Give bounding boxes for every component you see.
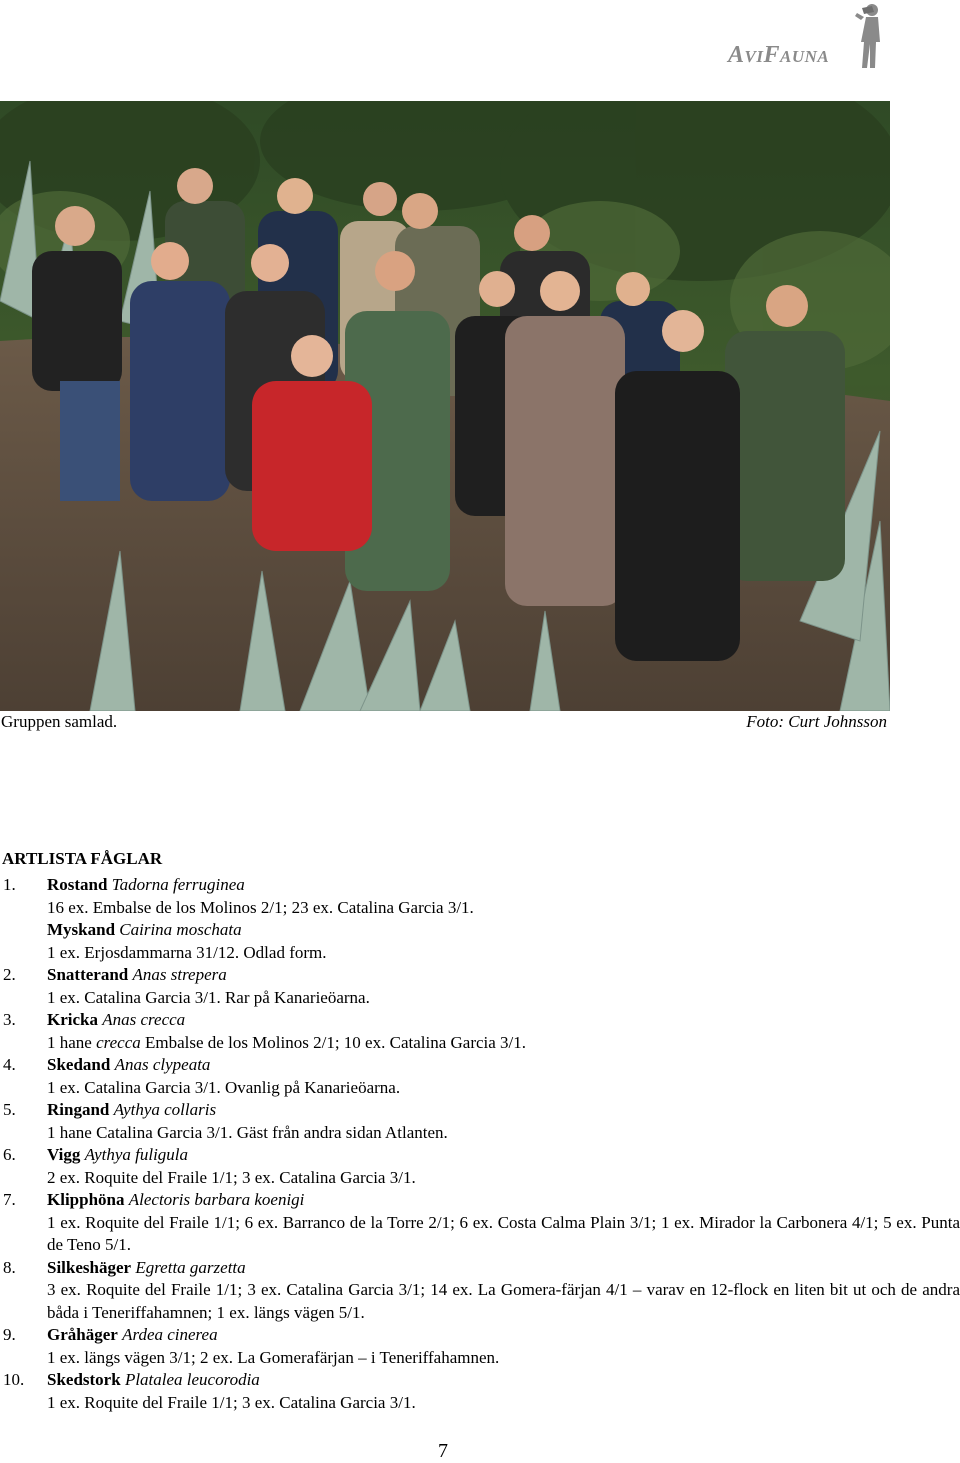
latin-name: Aythya collaris: [113, 1100, 217, 1119]
latin-name: Anas clypeata: [114, 1055, 211, 1074]
latin-name: Tadorna ferruginea: [111, 875, 245, 894]
species-note: 1 ex. längs vägen 3/1; 2 ex. La Gomerafärjan – i Teneriffahamnen.: [47, 1347, 500, 1367]
species-number: 8.: [3, 1257, 16, 1277]
species-entry: [0, 919, 960, 964]
page-number: 7: [438, 1440, 448, 1462]
species-entry: [0, 1144, 960, 1189]
species-number: 1.: [3, 875, 16, 894]
species-entry: [0, 1099, 960, 1144]
species-number: 5.: [3, 1100, 16, 1119]
birdwatcher-silhouette-icon: [852, 2, 888, 70]
species-note: 1 ex. Catalina Garcia 3/1. Rar på Kanarieöarna.: [47, 987, 370, 1007]
photo-credit: Foto: Curt Johnsson: [746, 712, 887, 731]
latin-name: Platalea leucorodia: [124, 1370, 260, 1389]
species-note: 2 ex. Roquite del Fraile 1/1; 3 ex. Catalina Garcia 3/1.: [47, 1167, 416, 1187]
species-note: 1 hane Catalina Garcia 3/1. Gäst från andra sidan Atlanten.: [47, 1122, 448, 1142]
latin-name: Anas crecca: [102, 1010, 186, 1029]
species-entry: [0, 874, 960, 919]
species-note: 1 hane crecca Embalse de los Molinos 2/1; 10 ex. Catalina Garcia 3/1.: [47, 1032, 527, 1052]
species-entry: [0, 964, 960, 1009]
species-entry: [0, 1009, 960, 1054]
species-note: 1 ex. Erjosdammarna 31/12. Odlad form.: [47, 942, 327, 962]
species-note: 1 ex. Roquite del Fraile 1/1; 3 ex. Catalina Garcia 3/1.: [47, 1392, 416, 1412]
species-list: [0, 847, 960, 1414]
photo-caption: Gruppen samlad.: [1, 712, 118, 731]
latin-name: Alectoris barbara koenigi: [128, 1190, 305, 1209]
swedish-name: Skedand: [47, 1055, 111, 1074]
species-number: 4.: [3, 1055, 16, 1074]
species-note: 1 ex. Catalina Garcia 3/1. Ovanlig på Kanarieöarna.: [47, 1077, 401, 1097]
species-number: 9.: [3, 1325, 16, 1344]
species-entry: [0, 1054, 960, 1099]
swedish-name: Kricka: [47, 1010, 98, 1029]
swedish-name: Myskand: [47, 920, 116, 939]
swedish-name: Vigg: [47, 1145, 81, 1164]
species-number: 3.: [3, 1010, 16, 1029]
list-heading: ARTLISTA FÅGLAR: [2, 849, 163, 868]
logo-text: AVIFAUNA: [728, 42, 830, 68]
latin-name: Aythya fuligula: [84, 1145, 189, 1164]
avifauna-logo: [722, 2, 892, 72]
swedish-name: Snatterand: [47, 965, 129, 984]
swedish-name: Silkeshäger: [47, 1257, 132, 1277]
species-number: 6.: [3, 1145, 16, 1164]
swedish-name: Ringand: [47, 1100, 110, 1119]
species-entry: [0, 1324, 960, 1369]
swedish-name: Rostand: [47, 875, 108, 894]
swedish-name: Skedstork: [47, 1370, 121, 1389]
latin-name: Egretta garzetta: [135, 1257, 246, 1277]
group-photo-illustration: [0, 101, 890, 711]
species-number: 2.: [3, 965, 16, 984]
species-note: 16 ex. Embalse de los Molinos 2/1; 23 ex. Catalina Garcia 3/1.: [47, 897, 474, 917]
latin-name: Anas strepera: [132, 965, 227, 984]
species-number: 10.: [3, 1370, 25, 1389]
species-entry: [0, 1257, 960, 1325]
latin-name: Cairina moschata: [119, 920, 242, 939]
swedish-name: Klipphöna: [47, 1190, 125, 1209]
group-photo: [0, 101, 890, 711]
species-entry: [0, 1369, 960, 1414]
species-note: 3 ex. Roquite del Fraile 1/1; 3 ex. Catalina Garcia 3/1; 14 ex. La Gomera-färjan 4/1 – varav en 12-flock en liten bit ut och de andra båda i Teneriffahamnen; 1 ex. längs vägen 5/1.: [47, 1280, 960, 1322]
species-note: 1 ex. Roquite del Fraile 1/1; 6 ex. Barranco de la Torre 2/1; 6 ex. Costa Calma Plain 3/1; 1 ex. Mirador la Carbonera 4/1; 5 ex. Punta de Teno 5/1.: [47, 1212, 960, 1254]
species-entry: [0, 1189, 960, 1257]
species-number: 7.: [3, 1190, 16, 1209]
latin-name: Ardea cinerea: [122, 1325, 218, 1344]
swedish-name: Gråhäger: [47, 1325, 118, 1344]
